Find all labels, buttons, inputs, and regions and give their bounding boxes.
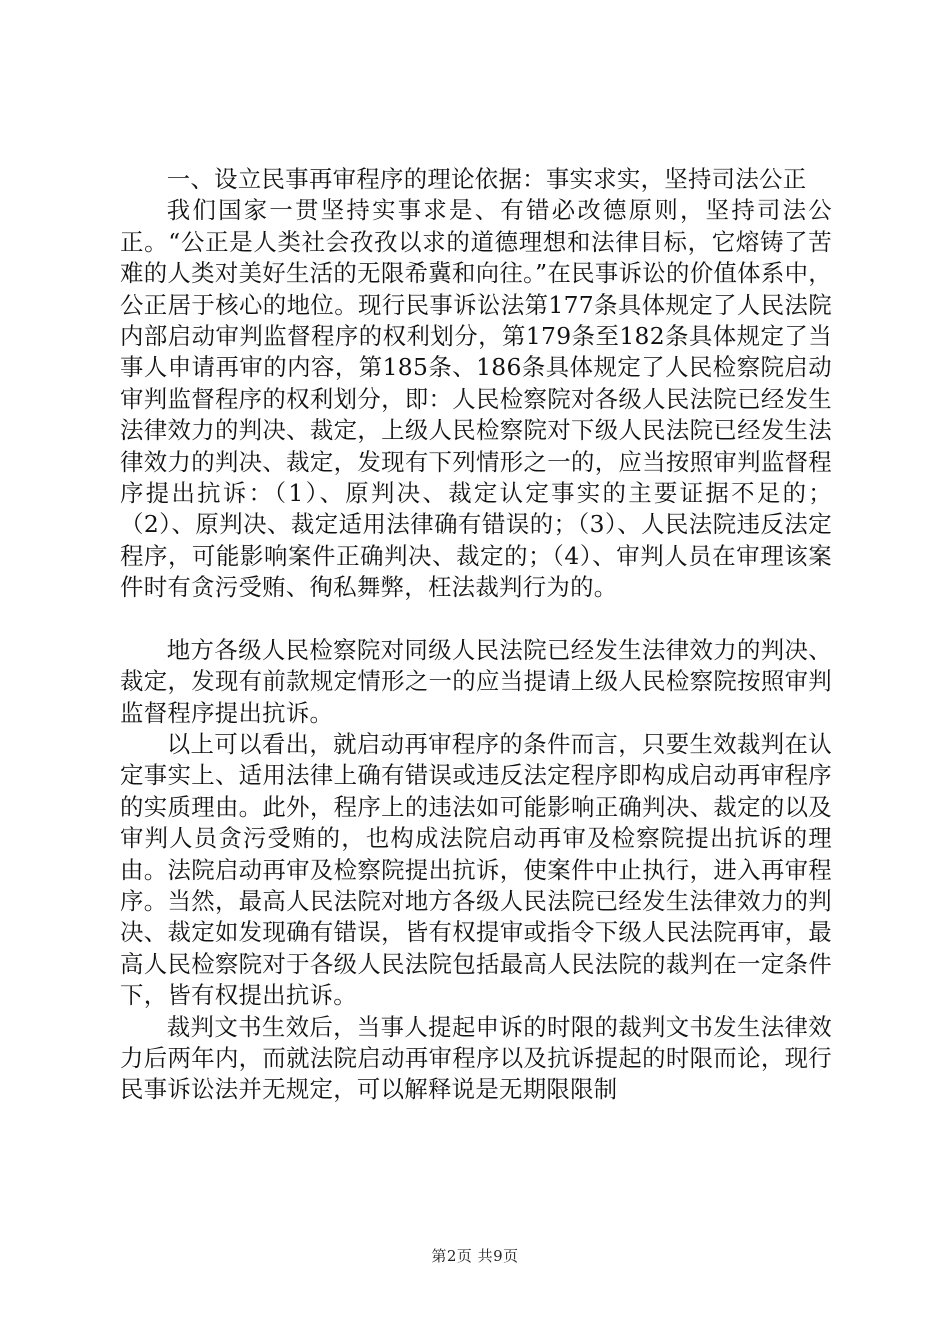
body-paragraph: 以上可以看出，就启动再审程序的条件而言，只要生效裁判在认定事实上、适用法律上确有错误或违反法定程序即构成启动再审程序的实质理由。此外，程序上的违法如可能影响正确判决、裁定的以及审判人员贪污受贿的，也构成法院启动再审及检察院提出抗诉的理由。法院启动再审及检察院提出抗诉，使案件中止执行，进入再审程序。当然，最高人民法院对地方各级人民法院已经发生法律效力的判决、裁定如发现确有错误，皆有权提审或指令下级人民法院再审，最高人民检察院对于各级人民法院包括最高人民法院的裁判在一定条件下，皆有权提出抗诉。 (120, 729, 832, 1010)
document-body (120, 164, 832, 1106)
page-number-footer: 第2页 共9页 (431, 1247, 519, 1265)
body-paragraph: 裁判文书生效后，当事人提起申诉的时限的裁判文书发生法律效力后两年内，而就法院启动再审程序以及抗诉提起的时限而论，现行民事诉讼法并无规定，可以解释说是无期限限制 (120, 1012, 832, 1104)
section-heading: 一、设立民事再审程序的理论依据：事实求实，坚持司法公正 (166, 165, 807, 193)
body-paragraph: 地方各级人民检察院对同级人民法院已经发生法律效力的判决、裁定，发现有前款规定情形之一的应当提请上级人民检察院按照审判监督程序提出抗诉。 (120, 635, 832, 727)
body-paragraph: 我们国家一贯坚持实事求是、有错必改德原则，坚持司法公正。“公正是人类社会孜孜以求的道德理想和法律目标，它熔铸了苦难的人类对美好生活的无限希冀和向往。”在民事诉讼的价值体系中，公正居于核心的地位。现行民事诉讼法第177条具体规定了人民法院内部启动审判监督程序的权利划分，第179条至182条具体规定了当事人申请再审的内容，第185条、186条具体规定了人民检察院启动审判监督程序的权利划分，即：人民检察院对各级人民法院已经发生法律效力的判决、裁定，上级人民检察院对下级人民法院已经发生法律效力的判决、裁定，发现有下列情形之一的，应当按照审判监督程序提出抗诉：（1）、原判决、裁定认定事实的主要证据不足的；（2）、原判决、裁定适用法律确有错误的；（3）、人民法院违反法定程序，可能影响案件正确判决、裁定的；（4）、审判人员在审理该案件时有贪污受贿、徇私舞弊，枉法裁判行为的。 (120, 196, 832, 602)
